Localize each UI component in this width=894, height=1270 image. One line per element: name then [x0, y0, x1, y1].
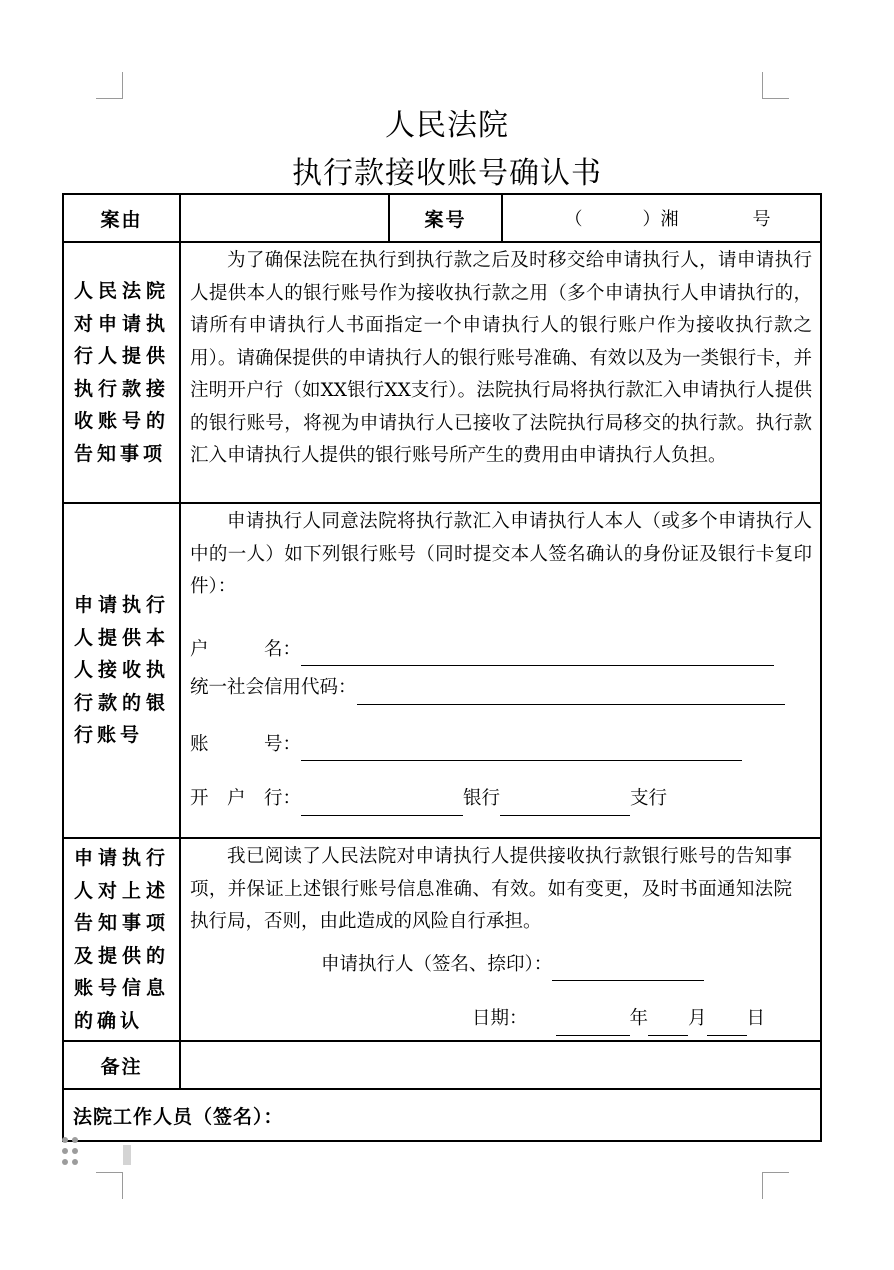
notice-row: [63, 242, 821, 503]
credit-code-label: 统一社会信用代码：: [190, 677, 357, 698]
case-number-field[interactable]: [502, 194, 821, 242]
case-number-label: 案号: [389, 194, 502, 242]
scroll-marker: [123, 1145, 131, 1165]
case-number-open: （: [564, 209, 583, 230]
account-number-label: 账 号：: [190, 733, 302, 755]
case-reason-field[interactable]: [180, 194, 389, 242]
notice-text: 为了确保法院在执行到执行款之后及时移交给申请执行人，请申请执行人提供本人的银行账号作为接收执行款之用（多个申请执行人申请执行的，请所有申请执行人书面指定一个申请执行人的银行账户作为接收执行款之用）。请确保提供的申请执行人的银行账号准确、有效以及为一类银行卡，并注明开户行（如XX银行XX支行）。法院执行局将执行款汇入申请执行人提供的银行账号，将视为申请执行人已接收了法院执行局移交的执行款。执行款汇入申请执行人提供的银行账号所产生的费用由申请执行人负担。: [190, 250, 812, 466]
date-month-label: 月: [688, 1008, 707, 1029]
account-intro: 申请执行人同意法院将执行款汇入申请执行人本人（或多个申请执行人中的一人）如下列银行账号（同时提交本人签名确认的身份证及银行卡复印件）：: [190, 511, 812, 597]
court-title: 人民法院: [385, 108, 509, 143]
notice-label: 人民法院对申请执行人提供执行款接收账号的告知事项: [63, 242, 180, 503]
credit-code-row: [190, 672, 812, 705]
case-number-close: ）湘: [642, 209, 679, 230]
case-number-suffix: 号: [752, 209, 771, 230]
account-number-row: [190, 729, 812, 762]
date-label: 日期：: [472, 1008, 528, 1029]
signature-label: 申请执行人（签名、捺印）：: [321, 953, 553, 975]
account-row: [63, 503, 821, 838]
bank-word: 银行: [463, 788, 501, 809]
confirm-text: 我已阅读了人民法院对申请执行人提供接收执行款银行账号的告知事项，并保证上述银行账号信息准确、有效。如有变更，及时书面通知法院执行局，否则，由此造成的风险自行承担。: [190, 846, 792, 932]
branch-name-input[interactable]: [500, 795, 630, 816]
bank-row: [190, 783, 812, 816]
bank-label: 开 户 行：: [190, 788, 302, 809]
confirmation-form-table: [62, 193, 822, 1142]
notice-text-cell: [180, 242, 821, 503]
date-day-input[interactable]: [707, 1015, 747, 1036]
confirm-row: [63, 838, 821, 1041]
confirm-label: 申请执行人对上述告知事项及提供的账号信息的确认: [63, 838, 180, 1041]
crop-mark-bottom-left: [96, 1172, 123, 1199]
account-label: 申请执行人提供本人接收执行款的银行账号: [63, 503, 180, 838]
crop-mark-top-right: [762, 72, 789, 99]
crop-mark-top-left: [96, 72, 123, 99]
date-year-label: 年: [629, 1008, 649, 1029]
drag-handle-icon[interactable]: [62, 1137, 80, 1169]
branch-word: 支行: [630, 788, 668, 809]
document-title: 执行款接收账号确认书: [292, 156, 602, 191]
date-year-input[interactable]: [556, 1015, 630, 1036]
case-row: [63, 194, 821, 242]
crop-mark-bottom-right: [762, 1172, 789, 1199]
credit-code-input[interactable]: [357, 684, 785, 705]
confirm-cell: [180, 838, 821, 1041]
account-name-label: 户 名：: [190, 638, 302, 660]
date-day-label: 日: [746, 1008, 766, 1029]
account-number-input[interactable]: [301, 740, 742, 761]
date-month-input[interactable]: [648, 1015, 688, 1036]
signature-input[interactable]: [552, 960, 704, 981]
account-cell: [180, 503, 821, 838]
case-reason-label: 案由: [63, 194, 180, 242]
account-name-row: [190, 634, 812, 667]
remark-field[interactable]: [180, 1041, 821, 1089]
bank-name-input[interactable]: [301, 795, 463, 816]
remark-label: 备注: [63, 1041, 180, 1089]
signature-row: [190, 949, 812, 982]
remark-row: [63, 1041, 821, 1089]
date-row: [190, 1003, 812, 1036]
staff-signature-label[interactable]: 法院工作人员（签名）：: [63, 1089, 821, 1141]
account-name-input[interactable]: [301, 645, 774, 666]
staff-row: [63, 1089, 821, 1141]
